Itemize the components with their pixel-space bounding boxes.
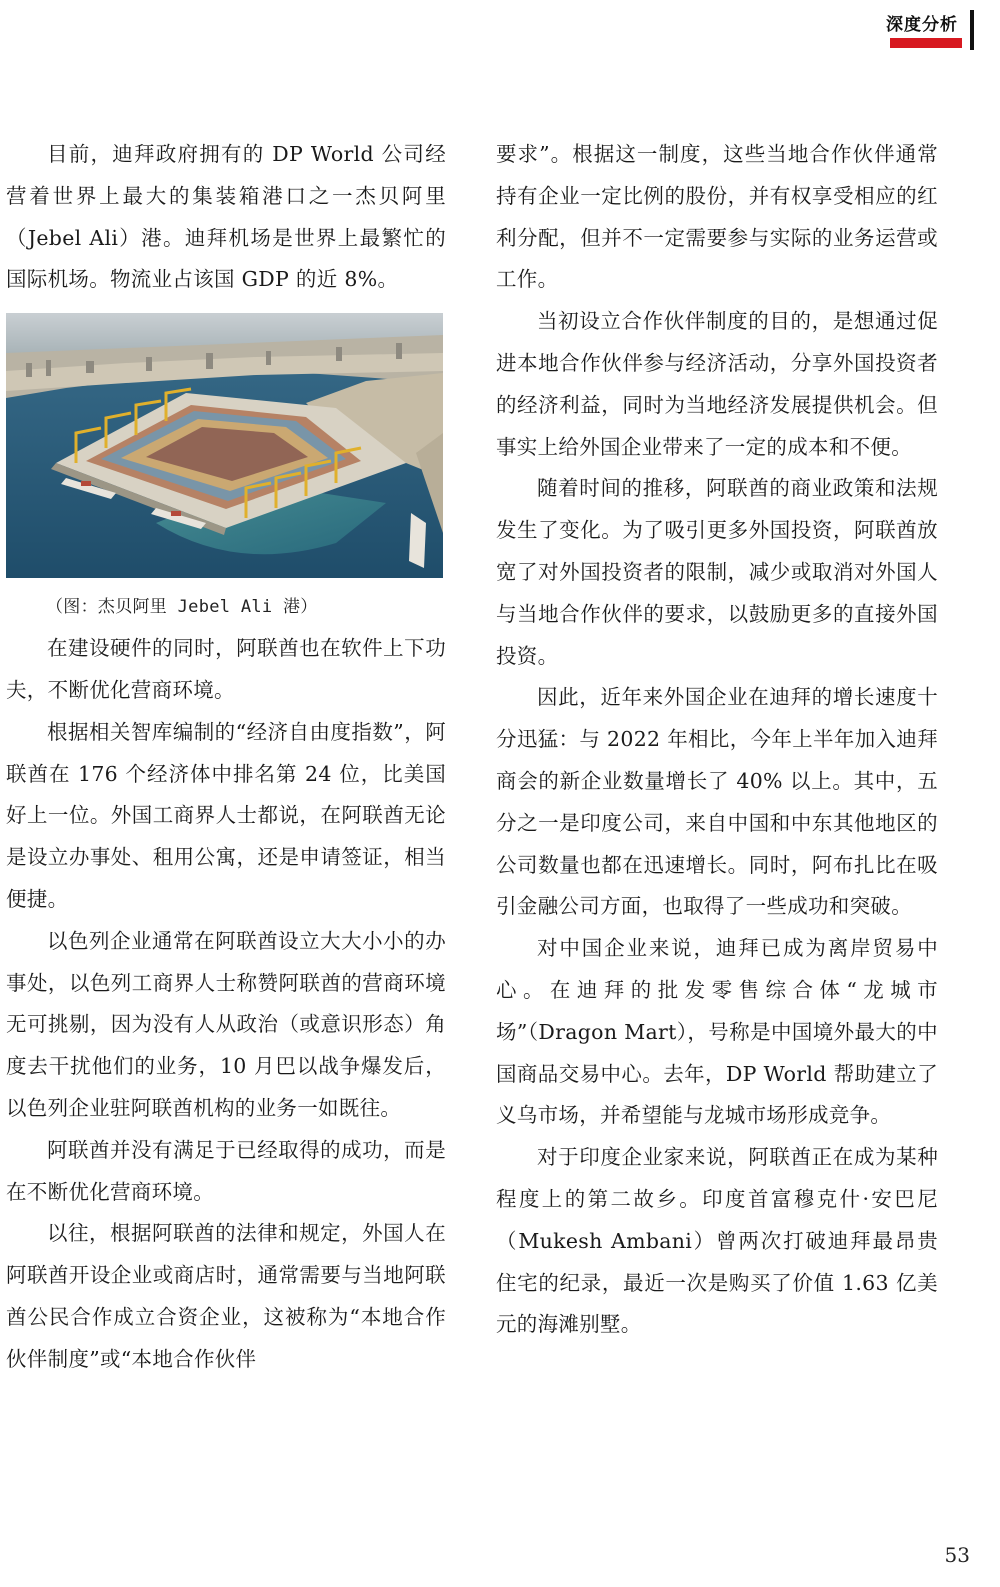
paragraph: 以色列企业通常在阿联酋设立大大小小的办事处，以色列工商界人士称赞阿联酋的营商环境无可挑剔，因为没有人从政治（或意识形态）角度去干扰他们的业务，10 月巴以战争爆发后，以色列企业驻阿联酋机构的业务一如既往。 bbox=[6, 928, 446, 1120]
paragraph: 阿联酋并没有满足于已经取得的成功，而是在不断优化营商环境。 bbox=[6, 1137, 446, 1204]
section-header bbox=[854, 8, 974, 52]
port-photo bbox=[6, 313, 443, 578]
paragraph: 对中国企业来说，迪拜已成为离岸贸易中心。在迪拜的批发零售综合体“龙城市场”（Dragon Mart），号称是中国境外最大的中国商品交易中心。去年，DP World 帮助建立了义乌市场，并希望能与龙城市场形成竞争。 bbox=[496, 936, 938, 1128]
page-number: 53 bbox=[944, 1543, 970, 1567]
paragraph: 因此，近年来外国企业在迪拜的增长速度十分迅猛：与 2022 年相比，今年上半年加入迪拜商会的新企业数量增长了 40% 以上。其中，五分之一是印度公司，来自中国和中东其他地区的公司数量也都在迅速增长。同时，阿布扎比在吸引金融公司方面，也取得了一些成功和突破。 bbox=[496, 685, 938, 919]
paragraph: 根据相关智库编制的“经济自由度指数”，阿联酋在 176 个经济体中排名第 24 位，比美国好上一位。外国工商界人士都说，在阿联酋无论是设立办事处、租用公寓，还是申请签证，相当便捷。 bbox=[6, 719, 446, 911]
section-red-bar bbox=[890, 38, 962, 48]
paragraph: 目前，迪拜政府拥有的 DP World 公司经营着世界上最大的集装箱港口之一杰贝阿里（Jebel Ali）港。迪拜机场是世界上最繁忙的国际机场。物流业占该国 GDP 的近 8%。 bbox=[6, 142, 446, 292]
section-label: 深度分析 bbox=[886, 15, 958, 35]
paragraph: 以往，根据阿联酋的法律和规定，外国人在阿联酋开设企业或商店时，通常需要与当地阿联酋公民合作成立合资企业，这被称为“本地合作伙伴制度”或“本地合作伙伴 bbox=[6, 1221, 446, 1371]
paragraph: 随着时间的推移，阿联酋的商业政策和法规发生了变化。为了吸引更多外国投资，阿联酋放宽了对外国投资者的限制，减少或取消对外国人与当地合作伙伴的要求，以鼓励更多的直接外国投资。 bbox=[496, 476, 938, 668]
figure-caption: （图：杰贝阿里 Jebel Ali 港） bbox=[46, 597, 318, 618]
port-photo-illustration bbox=[6, 313, 443, 578]
paragraph-continued: 要求”。根据这一制度，这些当地合作伙伴通常持有企业一定比例的股份，并有权享受相应的红利分配，但并不一定需要参与实际的业务运营或工作。 bbox=[496, 142, 938, 292]
left-column bbox=[6, 134, 446, 1381]
paragraph: 当初设立合作伙伴制度的目的，是想通过促进本地合作伙伴参与经济活动，分享外国投资者的经济利益，同时为当地经济发展提供机会。但事实上给外国企业带来了一定的成本和不便。 bbox=[496, 309, 938, 459]
paragraph: 在建设硬件的同时，阿联酋也在软件上下功夫，不断优化营商环境。 bbox=[6, 636, 446, 702]
section-vertical-bar bbox=[970, 10, 974, 50]
paragraph: 对于印度企业家来说，阿联酋正在成为某种程度上的第二故乡。印度首富穆克什·安巴尼（Mukesh Ambani）曾两次打破迪拜最昂贵住宅的纪录，最近一次是购买了价值 1.63 亿美元的海滩别墅。 bbox=[496, 1145, 938, 1337]
right-column bbox=[496, 134, 938, 1346]
